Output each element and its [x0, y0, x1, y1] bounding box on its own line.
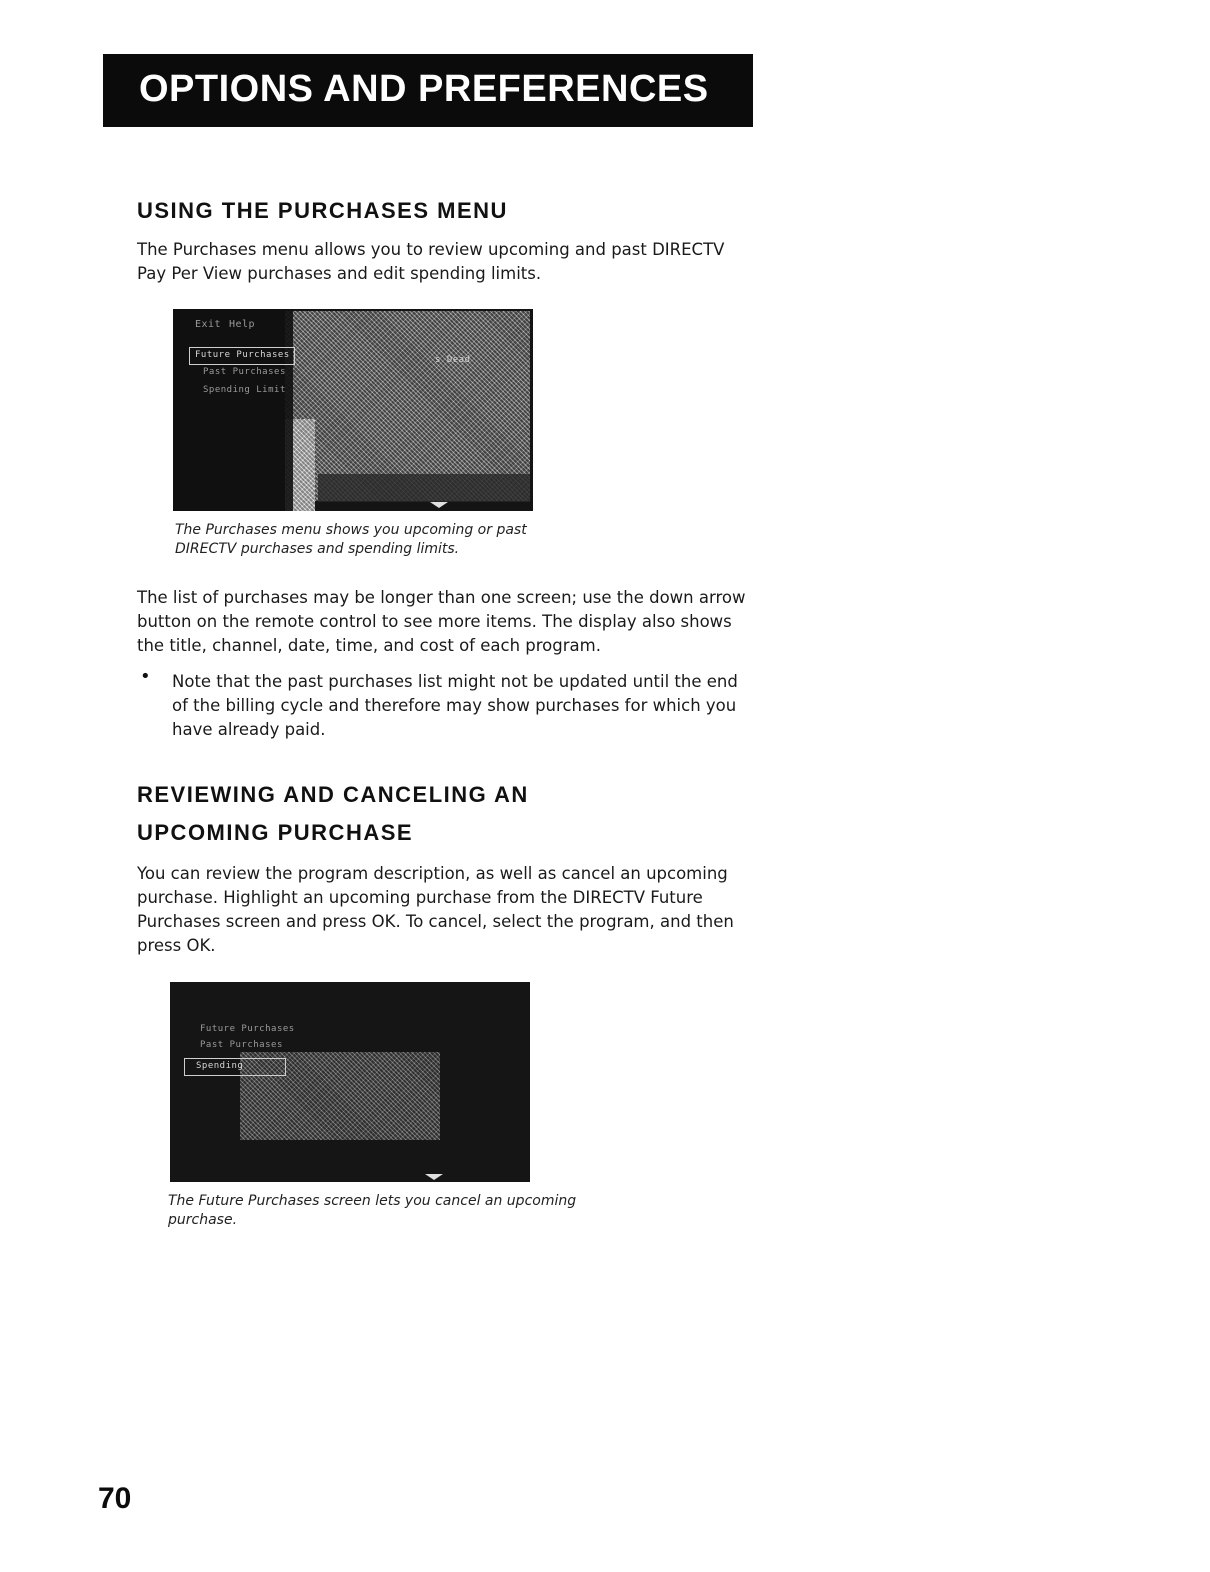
- figure-caption-future-purchases: The Future Purchases screen lets you cancel an upcoming purchase.: [168, 1193, 577, 1228]
- bullet-icon: •: [140, 666, 151, 687]
- screenshot-menu-item-future: Future Purchases: [195, 350, 290, 360]
- section1-body-paragraph: The list of purchases may be longer than one screen; use the down arrow button on the remote control to see more items. The display also shows the title, channel, date, time, and cost of each program.: [137, 588, 746, 655]
- screenshot-menu-item-past: Past Purchases: [200, 1040, 283, 1050]
- screenshot-menu-exit: Exit: [195, 319, 222, 330]
- screenshot-video-background: [285, 311, 530, 501]
- screenshot-list-footer: [318, 474, 530, 502]
- section1-bullet-note: Note that the past purchases list might not be updated until the end of the billing cycle and therefore may show purchases for which you have already paid.: [172, 672, 738, 739]
- section2-body-paragraph: You can review the program description, as well as cancel an upcoming purchase. Highlight an upcoming purchase from the DIRECTV Future Purchases screen and press OK. To cancel, select the program, and then press OK.: [137, 864, 734, 955]
- future-purchases-screenshot: [170, 982, 530, 1182]
- screenshot-down-arrow-icon: [425, 1174, 443, 1180]
- screenshot-menu-item-future: Future Purchases: [200, 1024, 295, 1034]
- page-header-title: OPTIONS AND PREFERENCES: [139, 68, 709, 110]
- screenshot-menu-panel: [173, 309, 293, 511]
- screenshot-menu-item-spending: Spending: [196, 1061, 244, 1071]
- screenshot-listing-fragment: s Dead: [435, 355, 471, 365]
- screenshot-menu-help: Help: [229, 319, 256, 330]
- page-header-banner: [103, 54, 753, 127]
- page-number: 70: [98, 1482, 132, 1515]
- figure-caption-purchases-menu: The Purchases menu shows you upcoming or past DIRECTV purchases and spending limits.: [175, 522, 527, 557]
- screenshot-menu-item-past: Past Purchases: [203, 367, 286, 377]
- screenshot-menu-item-spending: Spending Limit: [203, 385, 286, 395]
- section-heading-reviewing-line1: REVIEWING AND CANCELING AN: [137, 782, 529, 807]
- purchases-menu-screenshot: [173, 309, 533, 511]
- screenshot-down-arrow-icon: [430, 502, 448, 508]
- section1-intro-paragraph: The Purchases menu allows you to review upcoming and past DIRECTV Pay Per View purchases and edit spending limits.: [137, 240, 725, 283]
- section-heading-reviewing-line2: UPCOMING PURCHASE: [137, 820, 414, 845]
- section-heading-purchases-menu: USING THE PURCHASES MENU: [137, 198, 508, 223]
